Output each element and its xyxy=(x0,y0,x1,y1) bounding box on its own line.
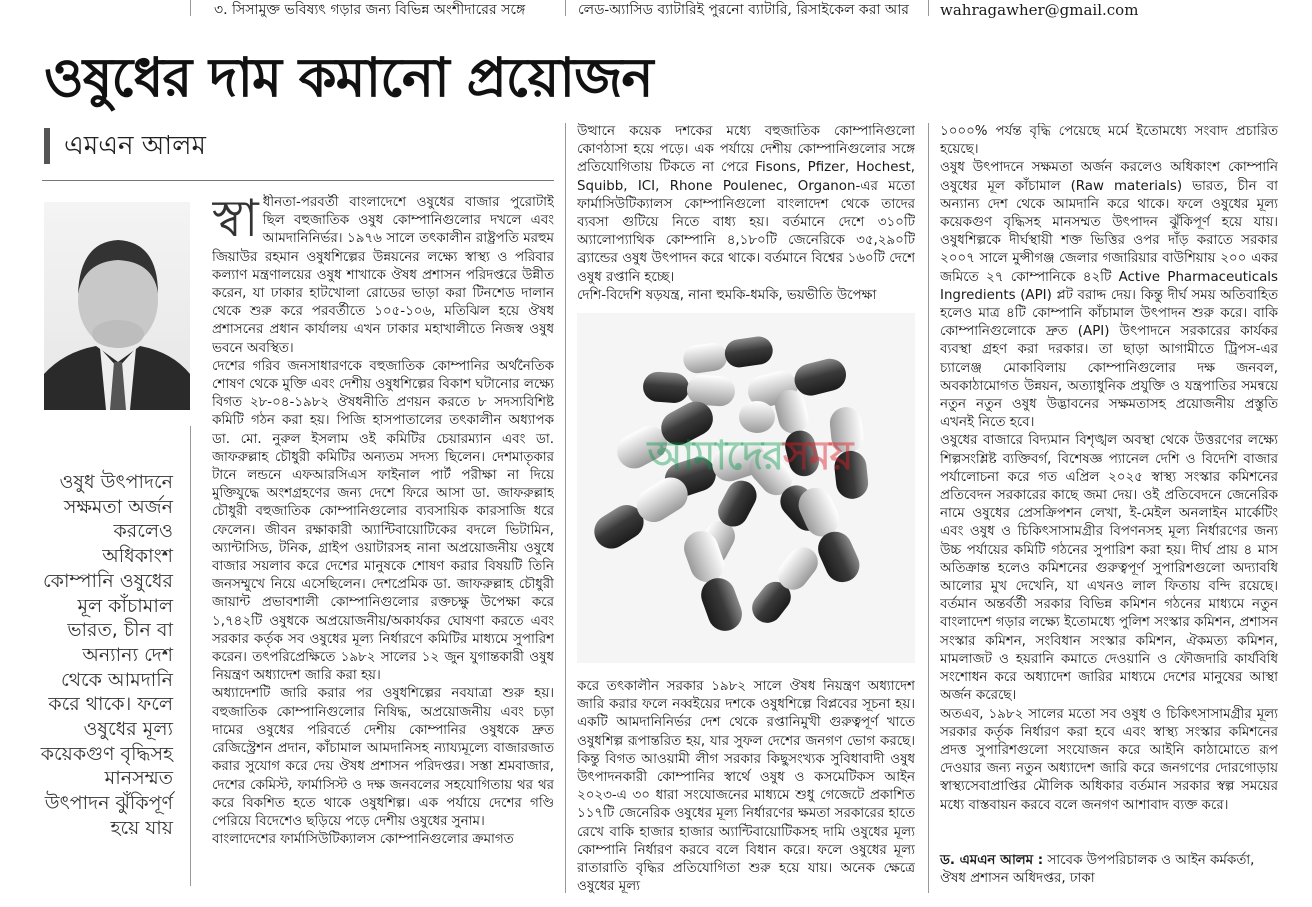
top-strip-email[interactable]: wahragawher@gmail.com xyxy=(940,1,1139,19)
paragraph: করে তৎকালীন সরকার ১৯৮২ সালে ঔষধ নিয়ন্ত্রণ অধ্যাদেশ জারি করার ফলে নব্বইয়ের দশকে ওষুধশিল্পে বিপ্লবের সূচনা হয়। একটি আমদানিনির্ভর দেশ থেকে রপ্তানিমুখী গুরুত্বপূর্ণ খাতে ওষুধশিল্প রূপান্তরিত হয়, যার সুফল দেশের জনগণ ভোগ করছে। কিন্তু বিগত আওয়ামী লীগ সরকার কিছুসংখ্যক সুবিধাবাদী ওষুধ উৎপাদনকারী কোম্পানির স্বার্থে ওষুধ ও কসমেটিকস আইন ২০২৩-এ ৩০ ধারা সংযোজনের মাধ্যমে শুধু গেজেটে প্রকাশিত ১১৭টি জেনেরিক ওষুধের মূল্য নির্ধারণের ক্ষমতা সরকারের হাতে রেখে বাকি হাজার হাজার অ্যান্টিবায়োটিকসহ দামি ওষুধের মূল্য কোম্পানি নির্ধারণ করবে বলে বিধান করে। ফলে ওষুধের মূল্য রাতারাতি বৃদ্ধির প্রতিযোগিতা শুরু হয়ে যায়। অনেক ক্ষেত্রে ওষুধের মূল্য xyxy=(577,679,915,895)
author-portrait-illustration xyxy=(44,202,190,410)
paragraph: অধ্যাদেশটি জারি করার পর ওষুধশিল্পের নবযাত্রা শুরু হয়। বহুজাতিক কোম্পানিগুলোর নিষিদ্ধ, অপ্রয়োজনীয় এবং চড়া দামের ওষুধের পরিবর্তে দেশীয় কোম্পানির ওষুধকে দ্রুত রেজিস্ট্রেশন প্রদান, কাঁচামাল আমদানিসহ ন্যায্যমূল্যে বাজারজাত করার সুযোগ করে দেয় ঔষধ প্রশাসন পরিদপ্তর। সস্তা শ্রমবাজার, দেশের কেমিস্ট, ফার্মাসিস্ট ও দক্ষ জনবলের সহযোগিতায় থর থর করে বিকশিত হতে থাকে ওষুধশিল্প। এক পর্যায়ে দেশের গণ্ডি পেরিয়ে বিদেশেও ছড়িয়ে পড়ে দেশীয় ওষুধের সুনাম। xyxy=(212,686,554,829)
paragraph: বাংলাদেশের ফার্মাসিউটিক্যালস কোম্পানিগুলোর ক্রমাগত xyxy=(212,832,514,848)
column-divider xyxy=(565,0,566,16)
paragraph: অতএব, ১৯৮২ সালের মতো সব ওষুধ ও চিকিৎসাসামগ্রীর মূল্য সরকার কর্তৃক নির্ধারণ করা হবে এবং স্বাস্থ্য সংস্কার কমিশনের প্রদত্ত সুপারিশগুলো সংযোজন করে আইনি কাঠামোতে রূপ দেওয়ার জন্য নতুন অধ্যাদেশ জারি করে জনগণের দোরগোড়ায় স্বাস্থ্যসেবাপ্রাপ্তির মৌলিক অধিকার বর্তমান সরকার স্বল্প সময়ের মধ্যে বাস্তবায়ন করবে বলে জনগণ আশাবাদ ব্যক্ত করে। xyxy=(940,706,1278,813)
author-desc: সাবেক উপপরিচালক ও আইন কর্মকর্তা, ঔষধ প্রশাসন অধিদপ্তর, ঢাকা xyxy=(940,853,1255,886)
top-strip-middle: লেড-অ্যাসিড ব্যাটারিই পুরনো ব্যাটারি, রিসাইকেল করা আর xyxy=(578,2,909,18)
paragraph: ওষুধের বাজারে বিদ্যমান বিশৃঙ্খল অবস্থা থেকে উত্তরণের লক্ষ্যে শিল্পসংশ্লিষ্ট ব্যক্তিবর্গ, বিশেষজ্ঞ প্যানেল দেশি ও বিদেশি বাজার পর্যালোচনা করে গত এপ্রিল ২০২৫ স্বাস্থ্য সংস্কার কমিশনের প্রতিবেদন সরকারের কাছে জমা দেয়। ওই প্রতিবেদনে জেনেরিক নামে ওষুধের প্রেসক্রিপশন লেখা, ই-মেইল অনলাইন মার্কেটিং এবং ওষুধ ও চিকিৎসাসামগ্রীর বিপণনসহ মূল্য নির্ধারণের জন্য উচ্চ পর্যায়ের কমিটি গঠনের সুপারিশ করা হয়। দীর্ঘ প্রায় ৪ মাস অতিক্রান্ত হলেও কমিশনের গুরুত্বপূর্ণ সুপারিশগুলো অদ্যাবধি আলোর মুখ দেখেনি, যা এখনও লাল ফিতায় বন্দি রয়েছে। বর্তমান অন্তর্বর্তী সরকার বিভিন্ন কমিশন গঠনের মাধ্যমে নতুন বাংলাদেশ গড়ার লক্ষ্যে ইতোমধ্যে পুলিশ সংস্কার কমিশন, প্রশাসন সংস্কার কমিশন, সংবিধান সংস্কার কমিশন, ঐকমত্য কমিশন, মামলাজট ও হয়রানি কমাতে দেওয়ানি ও ফৌজদারি কার্যবিধি সংশোধন করে অধ্যাদেশ জারির মাধ্যমে দেশের মানুষের আস্থা অর্জন করেছে। xyxy=(940,433,1278,704)
paragraph: ওষুধ উৎপাদনে সক্ষমতা অর্জন করলেও অধিকাংশ কোম্পানি ওষুধের মূল কাঁচামাল (Raw materials) ভারত, চীন বা অন্যান্য দেশ থেকে আমদানি করে থাকে। ফলে ওষুধের মূল্য কয়েকগুণ বৃদ্ধিসহ মানসম্মত উৎপাদন ঝুঁকিপূর্ণ হয়ে যায়। ওষুধশিল্পকে দীর্ঘস্থায়ী শক্ত ভিত্তির ওপর দাঁড় করাতে সরকার ২০০৭ সালে মুন্সীগঞ্জ জেলার গজারিয়ার বাউশিয়ায় ২০০ একর জমিতে ২৭ কোম্পানিকে ৪২টি Active Pharmaceuticals Ingredients (API) প্লট বরাদ্দ দেয়। কিন্তু দীর্ঘ সময় অতিবাহিত হলেও মাত্র ৪টি কোম্পানি কাঁচামাল উৎপাদন শুরু করে। বাকি কোম্পানিগুলোকে দ্রুত (API) উৎপাদনে সরকারের কার্যকর ব্যবস্থা গ্রহণ করা দরকার। তা ছাড়া আগামীতে ট্রিপস-এর চ্যালেঞ্জ মোকাবিলায় কোম্পানিগুলোর দক্ষ জনবল, অবকাঠামোগত উন্নয়ন, অত্যাধুনিক প্রযুক্তি ও যন্ত্রপাতির সমন্বয়ে নতুন নতুন ওষুধ উদ্ভাবনের সক্ষমতাসহ প্রয়োজনীয় প্রস্তুতি এখনই নিতে হবে। xyxy=(940,160,1278,431)
headline: ওষুধের দাম কমানো প্রয়োজন xyxy=(44,45,653,109)
drop-cap: স্বা xyxy=(212,194,259,249)
paragraph: উত্থানে কয়েক দশকের মধ্যে বহুজাতিক কোম্পানিগুলো কোণঠাসা হয়ে পড়ে। এক পর্যায়ে দেশীয় কোম্পানিগুলোর সঙ্গে প্রতিযোগিতায় টিকতে না পেরে Fisons, Pfizer, Hochest, Squibb, ICI, Rhone Poulenec, Organon-এর মতো ফার্মাসিউটিক্যালস কোম্পানিগুলো বাংলাদেশ থেকে তাদের ব্যবসা গুটিয়ে নিতে বাধ্য হয়। বর্তমানে দেশে ৩১০টি অ্যালোপ্যাথিক কোম্পানি ৪,১৮০টি জেনেরিকে ৩৫,২৯০টি ব্র্যান্ডের ওষুধ উৎপাদন করে থাকে। বর্তমানে বিশ্বের ১৬০টি দেশে ওষুধ রপ্তানি হচ্ছে। xyxy=(577,124,915,285)
column-divider xyxy=(190,0,191,16)
top-strip-left: ৩. সিসামুক্ত ভবিষ্যৎ গড়ার জন্য বিভিন্ন অংশীদারের সঙ্গে xyxy=(214,2,526,18)
byline: এমএন আলম xyxy=(44,128,206,164)
paragraph: দেশের গরিব জনসাধারণকে বহুজাতিক কোম্পানির অর্থনৈতিক শোষণ থেকে মুক্তি এবং দেশীয় ওষুধশিল্পের বিকাশ ঘটানোর লক্ষ্যে বিগত ২৮-০৪-১৯৮২ ঔষধনীতি প্রণয়ন করতে ৮ সদস্যবিশিষ্ট কমিটি গঠন করা হয়। পিজি হাসপাতালের তৎকালীন অধ্যাপক ডা. মো. নুরুল ইসলাম ওই কমিটির চেয়ারম্যান এবং ডা. জাফরুল্লাহ চৌধুরী কমিটির অন্যতম সদস্য ছিলেন। দেশমাতৃকার টানে লন্ডনে এফআরসিএস ফাইনাল পার্ট পরীক্ষা না দিয়ে মুক্তিযুদ্ধে অংশগ্রহণের জন্য দেশে ফিরে আসা ডা. জাফরুল্লাহ চৌধুরী বহুজাতিক কোম্পানিগুলোর ব্যবসায়িক কারসাজি ধরে ফেলেন। জীবন রক্ষাকারী অ্যান্টিবায়োটিকের বদলে ভিটামিন, অ্যান্টাসিড, টনিক, গ্রাইপ ওয়াটারসহ নানা অপ্রয়োজনীয় ওষুধে বাজার সয়লাব করে দেশের মানুষকে শোষণ করার বিষয়টি তিনি জনসম্মুখে নিয়ে এসেছিলেন। দেশপ্রেমিক ডা. জাফরুল্লাহ চৌধুরী জায়ান্ট প্রভাবশালী কোম্পানিগুলোর রক্তচক্ষু উপেক্ষা করে ১,৭৪২টি ওষুধকে অপ্রয়োজনীয়/অকার্যকর ঘোষণা করতে এবং সরকার কর্তৃক সব ওষুধের মূল্য নির্ধারণে কমিটির মাধ্যমে সুপারিশ করেন। তৎপরিপ্রেক্ষিতে ১৯৮২ সালের ১২ জুন যুগান্তকারী ওষুধ নিয়ন্ত্রণ অধ্যাদেশ জারি করা হয়। xyxy=(212,358,554,684)
watermark-red: সময় xyxy=(783,433,853,479)
newspaper-watermark xyxy=(600,424,900,491)
column-divider xyxy=(928,123,929,893)
watermark-green: আমাদের xyxy=(647,433,784,479)
author-photo xyxy=(44,202,190,410)
author-name: ড. এমএন আলম : xyxy=(940,853,1044,868)
paragraph: ১০০০% পর্যন্ত বৃদ্ধি পেয়েছে মর্মে ইতোমধ্যে সংবাদ প্রচারিত হয়েছে। xyxy=(940,124,1278,158)
section-rule xyxy=(42,180,554,181)
column-divider xyxy=(565,123,566,893)
author-note xyxy=(940,852,1278,888)
column-divider xyxy=(928,0,929,16)
paragraph: ধীনতা-পরবর্তী বাংলাদেশে ওষুধের বাজার পুরোটাই ছিল বহুজাতিক ওষুধ কোম্পানিগুলোর দখলে এবং আমদানিনির্ভর। ১৯৭৬ সালে তৎকালীন রাষ্ট্রপতি মরহুম জিয়াউর রহমান ওষুধশিল্পের উন্নয়নের লক্ষ্যে স্বাস্থ্য ও পরিবার কল্যাণ মন্ত্রণালয়ের ওষুধ শাখাকে ঔষধ প্রশাসন পরিদপ্তরে উন্নীত করেন, যা ঢাকার হাটখোলা রোডের ভাড়া করা টিনশেড দালান থেকে শুরু করে পরবর্তীতে ১০৫-১০৬, মতিঝিল হয়ে ঔষধ প্রশাসনের প্রধান কার্যালয় এখন ঢাকার মহাখালীতে নিজস্ব ওষুধ ভবনে অবস্থিত। xyxy=(212,195,554,356)
column-divider xyxy=(190,426,191,886)
article-column-3 xyxy=(940,123,1278,831)
paragraph: দেশি-বিদেশি ষড়যন্ত্র, নানা হুমকি-ধমকি, ভয়ভীতি উপেক্ষা xyxy=(577,287,877,303)
article-column-1 xyxy=(212,194,554,894)
article-column-2-bottom xyxy=(577,678,915,898)
article-column-2-top xyxy=(577,123,915,309)
pull-quote: ওষুধ উৎপাদনে সক্ষমতা অর্জন করলেও অধিকাংশ কোম্পানি ওষুধের মূল কাঁচামাল ভারত, চীন বা অন্যান্য দেশ থেকে আমদানি করে থাকে। ফলে ওষুধের মূল্য কয়েকগুণ বৃদ্ধিসহ মানসম্মত উৎপাদন ঝুঁকিপূর্ণ হয়ে যায় xyxy=(40,471,173,839)
